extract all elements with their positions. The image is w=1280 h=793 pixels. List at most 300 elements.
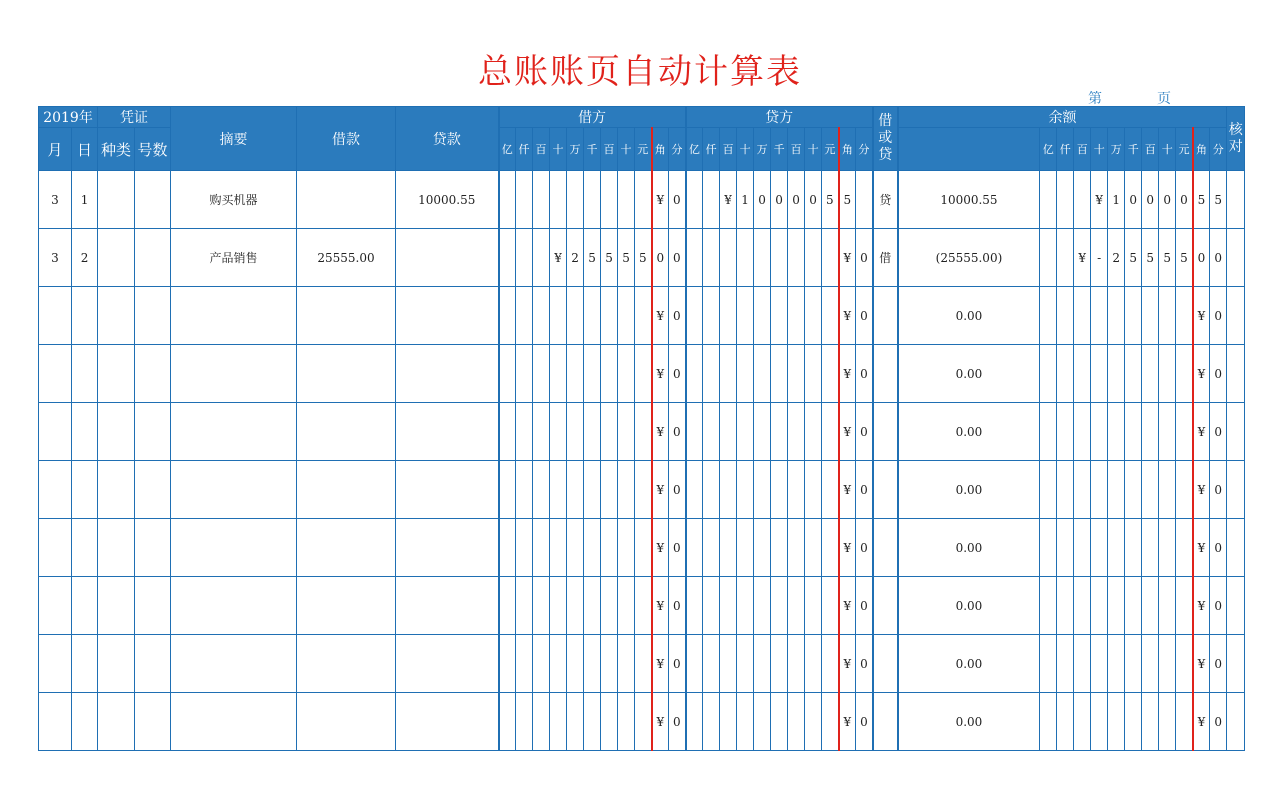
credit-digit-cell (737, 577, 754, 635)
credit-digit-cell (686, 635, 703, 693)
credit-digit-cell (822, 635, 839, 693)
credit-digit-cell (720, 693, 737, 751)
credit-digit-cell (788, 519, 805, 577)
credit-digit-cell (805, 229, 822, 287)
dc-cell (873, 403, 898, 461)
check-cell (1227, 461, 1245, 519)
credit-digit-cell (737, 635, 754, 693)
balance-digit-cell (1057, 403, 1074, 461)
credit-digit-header: 十 (805, 128, 822, 171)
dc-cell (873, 635, 898, 693)
credit-digit-cell (686, 693, 703, 751)
debit-digit-cell (618, 171, 635, 229)
table-row (39, 693, 1245, 751)
balance-digit-cell: 5 (1176, 229, 1193, 287)
credit-digit-cell (805, 461, 822, 519)
debit-digit-cell (499, 345, 516, 403)
credit-digit-cell (720, 403, 737, 461)
balance-digit-cell (1176, 345, 1193, 403)
credit-digit-cell: ¥ (839, 229, 856, 287)
table-row (39, 229, 1245, 287)
credit-digit-cell: 0 (856, 577, 873, 635)
credit-digit-cell (771, 635, 788, 693)
balance-digit-cell (1159, 345, 1176, 403)
debit-digit-cell: 5 (584, 229, 601, 287)
debit-digit-cell (618, 577, 635, 635)
balance-digit-cell (1159, 519, 1176, 577)
credit-digit-cell (788, 229, 805, 287)
debit-digit-cell (601, 693, 618, 751)
credit-digit-cell (703, 577, 720, 635)
debit-digit-cell (567, 635, 584, 693)
check-cell (1227, 171, 1245, 229)
debit-digit-cell: 0 (669, 403, 686, 461)
credit-digit-cell (788, 403, 805, 461)
voucher-type-cell (98, 577, 135, 635)
credit-digit-cell (703, 461, 720, 519)
balance-digit-cell: ¥ (1091, 171, 1108, 229)
credit-digit-cell (703, 519, 720, 577)
balance-digit-cell: ¥ (1193, 345, 1210, 403)
credit-digit-cell (737, 519, 754, 577)
debit-digit-cell: 0 (669, 693, 686, 751)
debit-digit-cell (499, 693, 516, 751)
credit-digit-cell (788, 287, 805, 345)
credit-digit-cell (822, 577, 839, 635)
debit-digit-cell (516, 229, 533, 287)
credit-digit-cell (703, 693, 720, 751)
balance-digit-header: 百 (1142, 128, 1159, 171)
balance-digit-cell (1074, 345, 1091, 403)
debit-digit-header: 万 (567, 128, 584, 171)
credit-digit-cell (788, 635, 805, 693)
balance-digit-cell (1142, 519, 1159, 577)
credit-digit-cell (720, 577, 737, 635)
balance-digit-cell: - (1091, 229, 1108, 287)
debit-digit-cell (618, 287, 635, 345)
table-row (39, 635, 1245, 693)
balance-digit-cell (1176, 519, 1193, 577)
borrow-cell (297, 635, 396, 693)
debit-digit-cell (635, 693, 652, 751)
debit-digit-cell (550, 287, 567, 345)
debit-digit-cell (601, 171, 618, 229)
debit-digit-cell (567, 171, 584, 229)
debit-digit-cell (584, 287, 601, 345)
balance-digit-cell (1074, 577, 1091, 635)
voucher-number-cell (135, 345, 171, 403)
balance-digit-cell: 0 (1210, 461, 1227, 519)
balance-digit-cell: 5 (1142, 229, 1159, 287)
debit-digit-cell (584, 403, 601, 461)
balance-cell: 0.00 (898, 287, 1040, 345)
credit-digit-cell: 0 (805, 171, 822, 229)
balance-digit-cell (1057, 345, 1074, 403)
page-number-prefix: 第 (1088, 91, 1102, 107)
month-cell: 3 (39, 171, 72, 229)
balance-cell: 0.00 (898, 345, 1040, 403)
table-row (39, 171, 1245, 229)
dc-cell (873, 345, 898, 403)
balance-cell: 10000.55 (898, 171, 1040, 229)
voucher-number-cell (135, 461, 171, 519)
credit-digit-cell: ¥ (839, 577, 856, 635)
day-cell (72, 519, 98, 577)
page-number-suffix: 页 (1157, 91, 1171, 107)
balance-digit-cell: 0 (1210, 693, 1227, 751)
balance-digit-cell (1142, 403, 1159, 461)
balance-digit-cell (1159, 403, 1176, 461)
balance-digit-cell: ¥ (1193, 461, 1210, 519)
credit-digit-cell (703, 403, 720, 461)
loan-cell (396, 577, 499, 635)
credit-digit-header: 万 (754, 128, 771, 171)
debit-digit-cell: 0 (669, 171, 686, 229)
credit-digit-cell (703, 345, 720, 403)
balance-digit-cell: 0 (1142, 171, 1159, 229)
credit-digit-cell (822, 461, 839, 519)
balance-digit-cell (1074, 693, 1091, 751)
summary-cell (171, 403, 297, 461)
credit-digit-cell (720, 461, 737, 519)
credit-digit-cell: 0 (856, 403, 873, 461)
debit-digit-cell (635, 171, 652, 229)
balance-digit-cell: 0 (1210, 229, 1227, 287)
month-cell (39, 345, 72, 403)
credit-digit-cell (771, 461, 788, 519)
debit-digit-cell (550, 345, 567, 403)
check-cell (1227, 229, 1245, 287)
balance-digit-cell (1091, 635, 1108, 693)
header-loan: 贷款 (396, 107, 499, 171)
header-year: 2019年 (39, 107, 98, 128)
debit-digit-cell (567, 577, 584, 635)
balance-digit-cell (1108, 519, 1125, 577)
debit-digit-cell (550, 519, 567, 577)
header-row-1 (39, 107, 1245, 128)
credit-digit-header: 百 (788, 128, 805, 171)
balance-digit-cell (1142, 577, 1159, 635)
debit-digit-cell (499, 577, 516, 635)
debit-digit-cell: 5 (601, 229, 618, 287)
debit-digit-cell (601, 287, 618, 345)
table-row (39, 403, 1245, 461)
check-cell (1227, 287, 1245, 345)
debit-digit-cell (635, 287, 652, 345)
summary-cell (171, 577, 297, 635)
credit-digit-cell (771, 345, 788, 403)
credit-digit-cell (686, 229, 703, 287)
balance-digit-cell: ¥ (1074, 229, 1091, 287)
balance-digit-header: 亿 (1040, 128, 1057, 171)
balance-digit-cell (1057, 461, 1074, 519)
balance-digit-cell (1125, 635, 1142, 693)
balance-digit-cell: 0 (1210, 635, 1227, 693)
debit-digit-cell: 0 (669, 519, 686, 577)
balance-digit-cell (1125, 519, 1142, 577)
ledger-table (38, 106, 1245, 751)
debit-digit-header: 十 (550, 128, 567, 171)
check-cell (1227, 577, 1245, 635)
loan-cell (396, 403, 499, 461)
debit-digit-cell: 0 (669, 287, 686, 345)
debit-digit-cell: ¥ (652, 403, 669, 461)
debit-digit-cell (584, 171, 601, 229)
debit-digit-cell: ¥ (652, 287, 669, 345)
balance-digit-cell (1176, 577, 1193, 635)
credit-digit-cell (703, 171, 720, 229)
balance-digit-cell (1176, 693, 1193, 751)
summary-cell (171, 635, 297, 693)
month-cell (39, 577, 72, 635)
credit-digit-cell: 0 (771, 171, 788, 229)
balance-digit-cell (1142, 345, 1159, 403)
loan-cell (396, 635, 499, 693)
summary-cell: 产品销售 (171, 229, 297, 287)
debit-digit-cell (550, 693, 567, 751)
debit-digit-cell: 0 (652, 229, 669, 287)
balance-digit-cell (1108, 635, 1125, 693)
day-cell (72, 693, 98, 751)
credit-digit-cell: 0 (856, 635, 873, 693)
credit-digit-cell: 0 (856, 519, 873, 577)
credit-digit-cell (771, 519, 788, 577)
debit-digit-cell (584, 693, 601, 751)
debit-digit-cell (635, 345, 652, 403)
credit-digit-cell: 0 (856, 345, 873, 403)
debit-digit-cell (550, 635, 567, 693)
credit-digit-cell (805, 635, 822, 693)
balance-digit-header: 元 (1176, 128, 1193, 171)
balance-digit-cell: 5 (1125, 229, 1142, 287)
debit-digit-cell: 0 (669, 577, 686, 635)
balance-digit-cell (1125, 693, 1142, 751)
debit-digit-cell (516, 693, 533, 751)
balance-digit-cell (1159, 461, 1176, 519)
credit-digit-cell (822, 345, 839, 403)
debit-digit-cell (550, 577, 567, 635)
credit-digit-cell (720, 345, 737, 403)
debit-digit-cell: 5 (635, 229, 652, 287)
day-cell (72, 577, 98, 635)
loan-cell (396, 519, 499, 577)
voucher-type-cell (98, 403, 135, 461)
borrow-cell (297, 461, 396, 519)
credit-digit-cell (805, 345, 822, 403)
balance-cell: 0.00 (898, 461, 1040, 519)
balance-digit-cell (1091, 693, 1108, 751)
credit-digit-cell (720, 287, 737, 345)
month-cell (39, 519, 72, 577)
debit-digit-cell (499, 461, 516, 519)
balance-digit-cell (1108, 693, 1125, 751)
debit-digit-cell (533, 693, 550, 751)
day-cell: 1 (72, 171, 98, 229)
header-number: 号数 (135, 128, 171, 171)
debit-digit-cell: ¥ (652, 171, 669, 229)
debit-digit-cell: ¥ (652, 461, 669, 519)
borrow-cell (297, 171, 396, 229)
balance-digit-cell: ¥ (1193, 403, 1210, 461)
balance-digit-cell: 0 (1210, 519, 1227, 577)
credit-digit-cell: 0 (754, 171, 771, 229)
debit-digit-header: 元 (635, 128, 652, 171)
balance-digit-cell (1040, 403, 1057, 461)
balance-digit-header: 十 (1091, 128, 1108, 171)
credit-digit-cell (686, 519, 703, 577)
debit-digit-cell (499, 403, 516, 461)
credit-digit-cell (686, 171, 703, 229)
credit-digit-cell (822, 229, 839, 287)
debit-digit-cell: 0 (669, 635, 686, 693)
balance-digit-cell (1176, 403, 1193, 461)
balance-digit-cell (1074, 461, 1091, 519)
balance-digit-header: 万 (1108, 128, 1125, 171)
debit-digit-cell: ¥ (652, 519, 669, 577)
debit-digit-cell (601, 519, 618, 577)
debit-digit-cell: 0 (669, 229, 686, 287)
balance-digit-cell (1040, 693, 1057, 751)
debit-digit-cell (533, 287, 550, 345)
debit-digit-cell (635, 461, 652, 519)
check-cell (1227, 519, 1245, 577)
loan-cell (396, 345, 499, 403)
loan-cell (396, 693, 499, 751)
balance-digit-cell: ¥ (1193, 519, 1210, 577)
credit-digit-cell (754, 403, 771, 461)
credit-digit-cell (754, 635, 771, 693)
credit-digit-cell (686, 577, 703, 635)
balance-digit-cell (1142, 461, 1159, 519)
balance-digit-header: 仟 (1057, 128, 1074, 171)
credit-digit-cell: ¥ (839, 693, 856, 751)
balance-digit-cell (1074, 635, 1091, 693)
balance-digit-cell (1125, 577, 1142, 635)
balance-digit-cell (1040, 577, 1057, 635)
credit-digit-cell (805, 519, 822, 577)
balance-digit-cell (1057, 229, 1074, 287)
debit-digit-cell (618, 403, 635, 461)
debit-digit-cell (550, 461, 567, 519)
balance-digit-cell (1091, 519, 1108, 577)
balance-digit-cell (1040, 287, 1057, 345)
table-row (39, 345, 1245, 403)
loan-cell (396, 461, 499, 519)
balance-digit-cell: ¥ (1193, 693, 1210, 751)
header-type: 种类 (98, 128, 135, 171)
credit-digit-cell (720, 519, 737, 577)
table-row (39, 577, 1245, 635)
summary-cell: 购买机器 (171, 171, 297, 229)
credit-digit-cell: ¥ (839, 461, 856, 519)
balance-digit-cell (1040, 345, 1057, 403)
debit-digit-header: 仟 (516, 128, 533, 171)
credit-digit-cell (686, 345, 703, 403)
dc-cell: 贷 (873, 171, 898, 229)
debit-digit-cell (584, 635, 601, 693)
debit-digit-cell (533, 171, 550, 229)
balance-digit-cell: ¥ (1193, 287, 1210, 345)
dc-cell (873, 287, 898, 345)
day-cell (72, 287, 98, 345)
credit-digit-cell (805, 577, 822, 635)
credit-digit-cell: 0 (856, 287, 873, 345)
voucher-number-cell (135, 403, 171, 461)
debit-digit-header: 角 (652, 128, 669, 171)
voucher-type-cell (98, 171, 135, 229)
debit-digit-cell (567, 461, 584, 519)
debit-digit-header: 千 (584, 128, 601, 171)
voucher-number-cell (135, 287, 171, 345)
balance-digit-header: 百 (1074, 128, 1091, 171)
balance-digit-cell (1091, 577, 1108, 635)
balance-digit-cell (1142, 693, 1159, 751)
credit-digit-header: 千 (771, 128, 788, 171)
credit-digit-cell (754, 287, 771, 345)
debit-digit-cell: ¥ (652, 345, 669, 403)
debit-digit-cell (601, 461, 618, 519)
loan-cell: 10000.55 (396, 171, 499, 229)
debit-digit-cell (533, 345, 550, 403)
debit-digit-cell (567, 403, 584, 461)
balance-digit-cell (1125, 345, 1142, 403)
debit-digit-cell (584, 577, 601, 635)
balance-digit-cell: 0 (1210, 345, 1227, 403)
balance-digit-cell (1108, 461, 1125, 519)
month-cell (39, 635, 72, 693)
balance-digit-cell: 0 (1125, 171, 1142, 229)
credit-digit-cell (737, 403, 754, 461)
credit-digit-cell: ¥ (839, 287, 856, 345)
debit-digit-header: 分 (669, 128, 686, 171)
credit-digit-header: 角 (839, 128, 856, 171)
borrow-cell (297, 287, 396, 345)
borrow-cell (297, 403, 396, 461)
voucher-type-cell (98, 229, 135, 287)
voucher-type-cell (98, 461, 135, 519)
credit-digit-cell (737, 693, 754, 751)
debit-digit-cell (584, 345, 601, 403)
balance-digit-cell (1057, 635, 1074, 693)
debit-digit-cell (567, 693, 584, 751)
debit-digit-cell (499, 635, 516, 693)
day-cell (72, 403, 98, 461)
debit-digit-cell (516, 577, 533, 635)
credit-digit-cell (788, 461, 805, 519)
debit-digit-cell (618, 519, 635, 577)
debit-digit-cell: 0 (669, 345, 686, 403)
debit-digit-cell (601, 577, 618, 635)
debit-digit-cell (635, 519, 652, 577)
credit-digit-header: 分 (856, 128, 873, 171)
header-month: 月 (39, 128, 72, 171)
credit-digit-cell: ¥ (839, 519, 856, 577)
balance-digit-header: 分 (1210, 128, 1227, 171)
debit-digit-cell (635, 577, 652, 635)
debit-digit-cell (499, 519, 516, 577)
balance-digit-cell (1091, 461, 1108, 519)
balance-digit-cell: ¥ (1193, 577, 1210, 635)
summary-cell (171, 519, 297, 577)
check-cell (1227, 693, 1245, 751)
summary-cell (171, 287, 297, 345)
dc-cell (873, 461, 898, 519)
credit-digit-cell: ¥ (839, 345, 856, 403)
balance-digit-cell (1108, 577, 1125, 635)
debit-digit-cell (516, 403, 533, 461)
balance-digit-cell (1159, 635, 1176, 693)
balance-digit-cell: 0 (1176, 171, 1193, 229)
